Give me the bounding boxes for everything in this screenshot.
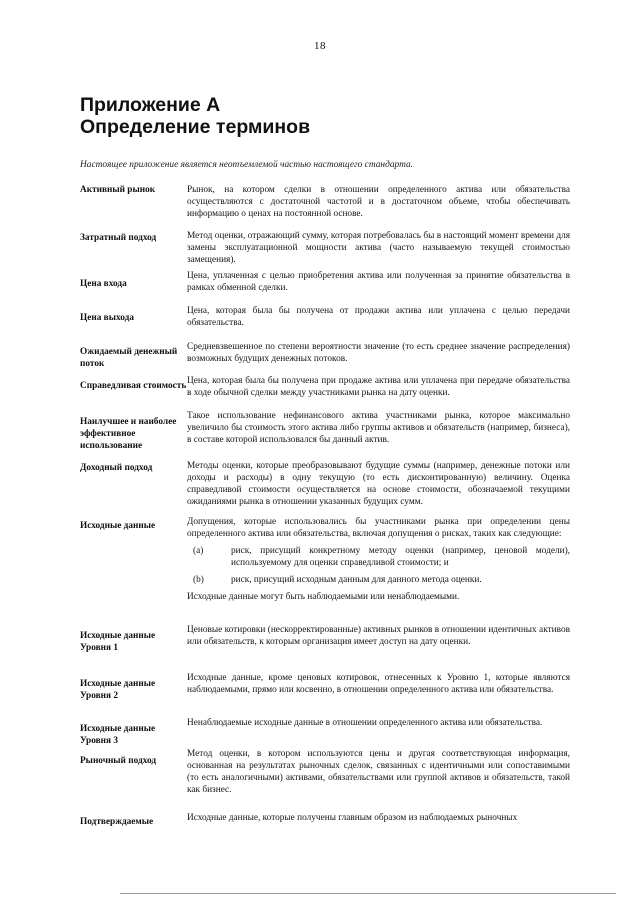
term-definition: Такое использование нефинансового актива участниками рынка, которое максимально увеличило бы стоимость этого актива либо группы активов и обязательств (например, бизнеса), в составе которой использовался бы данный актив. bbox=[187, 411, 570, 445]
term-label: Доходный подход bbox=[80, 463, 153, 473]
term-definition: Методы оценки, которые преобразовывают будущие суммы (например, денежные потоки или доходы и расходы) в одну текущую (то есть дисконтированную) величину. Оценка справедливой стоимости осуществляется на основе стоимости, обозначаемой текущими ожиданиями рынка в отношении указанных будущих сумм. bbox=[187, 461, 570, 507]
term-definition: Исходные данные, которые получены главным образом из наблюдаемых рыночных bbox=[187, 813, 518, 823]
appendix-title-line2: Определение терминов bbox=[80, 116, 311, 138]
term-definition: Цена, которая была бы получена при продаже актива или уплачена при передаче обязательства в ходе обычной сделки между участниками рынка на дату оценки. bbox=[187, 376, 570, 398]
term-definition: Ненаблюдаемые исходные данные в отношении определенного актива или обязательства. bbox=[187, 718, 543, 728]
term-label: Исходные данные Уровня 3 bbox=[80, 724, 156, 746]
term-definition: Метод оценки, в котором используются цены и другая соответствующая информация, основанная на результатах рыночных сделок, связанных с идентичными или сопоставимыми (то есть аналогичными) активами, обязательствами или группой активов и обязательств, такой как бизнес. bbox=[187, 749, 570, 795]
definition-note: Исходные данные могут быть наблюдаемыми или ненаблюдаемыми. bbox=[187, 592, 460, 602]
intro-note: Настоящее приложение является неотъемлемой частью настоящего стандарта. bbox=[80, 160, 413, 170]
term-definition: Ценовые котировки (нескорректированные) активных рынков в отношении идентичных активов или обязательств, к которым организация имеет доступ на дату оценки. bbox=[187, 625, 570, 647]
term-definition: Средневзвешенное по степени вероятности значение (то есть среднее значение распределения) возможных будущих денежных потоков. bbox=[187, 342, 570, 364]
page-number: 18 bbox=[314, 40, 326, 52]
term-label: Цена выхода bbox=[80, 313, 134, 323]
term-definition bbox=[187, 516, 570, 603]
term-label: Справедливая стоимость bbox=[80, 381, 187, 391]
definition-text: Допущения, которые использовались бы участниками рынка при определении цены определенного актива или обязательства, включая допущения о рисках, таких как следующие: bbox=[187, 517, 570, 539]
term-definition: Рынок, на котором сделки в отношении определенного актива или обязательства осуществляются с достаточной частотой и в достаточном объеме, чтобы обеспечивать информацию о ценах на постоянной основе. bbox=[187, 185, 570, 219]
term-label: Рыночный подход bbox=[80, 756, 157, 766]
term-label: Ожидаемый денежный поток bbox=[80, 347, 178, 369]
list-item bbox=[187, 545, 570, 569]
term-label: Подтверждаемые bbox=[80, 817, 154, 827]
list-text: риск, присущий исходным данным для данного метода оценки. bbox=[231, 575, 482, 585]
list-marker: (b) bbox=[193, 575, 204, 585]
bottom-divider bbox=[120, 893, 616, 894]
term-label: Исходные данные Уровня 1 bbox=[80, 631, 156, 653]
term-label: Активный рынок bbox=[80, 185, 156, 195]
term-label: Исходные данные Уровня 2 bbox=[80, 679, 156, 701]
term-definition: Исходные данные, кроме ценовых котировок, отнесенных к Уровню 1, которые являются наблюдаемыми, прямо или косвенно, в отношении определенного актива или обязательства. bbox=[187, 673, 570, 695]
term-definition: Цена, которая была бы получена от продажи актива или уплачена с целью передачи обязательства. bbox=[187, 306, 570, 328]
term-label: Наилучшее и наиболее эффективное использование bbox=[80, 417, 177, 451]
appendix-title-line1: Приложение А bbox=[80, 94, 221, 116]
list-marker: (a) bbox=[193, 546, 204, 556]
term-label: Исходные данные bbox=[80, 521, 156, 531]
list-text: риск, присущий конкретному методу оценки (например, ценовой модели), используемому для оценки справедливой стоимости; и bbox=[231, 546, 570, 568]
term-label: Цена входа bbox=[80, 279, 127, 289]
list-item bbox=[187, 574, 570, 586]
term-definition: Цена, уплаченная с целью приобретения актива или полученная за принятие обязательства в рамках обменной сделки. bbox=[187, 271, 570, 293]
term-definition: Метод оценки, отражающий сумму, которая потребовалась бы в настоящий момент времени для замены эксплуатационной мощности актива (часто называемую текущей стоимостью замещения). bbox=[187, 231, 570, 265]
appendix-title bbox=[80, 94, 310, 138]
term-label: Затратный подход bbox=[80, 233, 157, 243]
